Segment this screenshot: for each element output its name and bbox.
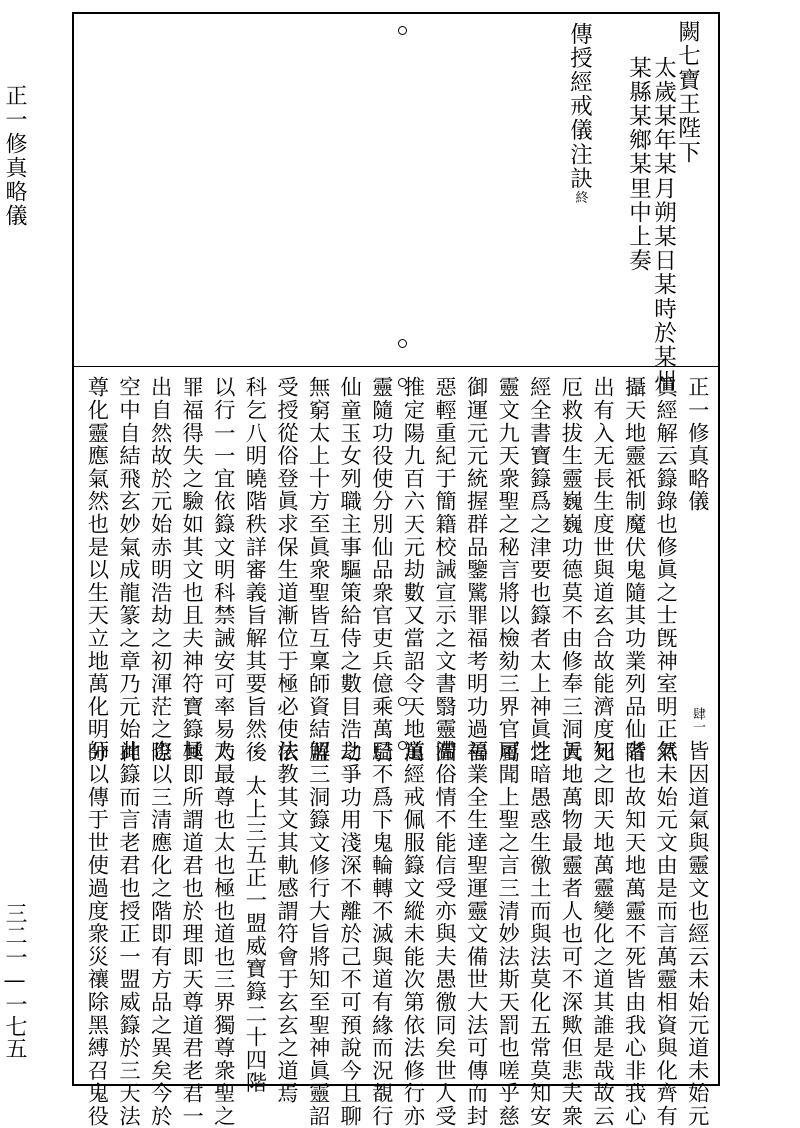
top-column-4 [568,22,591,205]
text-block-lower-column: 已不爲下鬼輪轉不滅與道有緣而況覩行 [368,740,394,1128]
left-block-column: 靈隨功役使分別仙品衆官吏兵億乘萬騎 [368,376,394,764]
left-block-column: 眞經解云籙錄也修眞之士旣神室明正然 [652,376,678,764]
text-block-lower-column: 太最尊也太也極也道也三界獨尊衆聖之 [210,740,236,1128]
left-block-column: 正一修真略儀 [684,376,710,513]
text-block-lower-column: 知之即天地萬靈變化之道其誰是哉故云 [589,740,615,1128]
text-block-lower-column: 滯俗情不能信受亦與夫愚徼同矣世人受 [431,740,457,1128]
text-block-lower-column: 解三洞籙文修行大旨將知至聖神眞靈詔 [305,740,331,1128]
left-block-column: 仙童玉女列職主事驅策給侍之數目浩劫 [336,376,362,764]
text-block-lower-column: 性暗愚惑生徼土而與法莫化五常莫知安 [526,740,552,1128]
text-block-lower-column: 此籙而言老君也授正一盟威籙於三天法 [115,740,141,1128]
left-block-column: 罪福得失之驗如其文也且夫神符寶籙其 [178,376,204,764]
top-column-2: 太歲某年某月朔某日某時於某州 [650,56,677,394]
left-block-column: 受授從俗登眞求保生道漸位于極必使依 [273,376,299,764]
text-block-lower-column: 師以傳于世使過度衆災禳除黑縛召鬼役 [83,740,109,1128]
left-block-column: 科乞八明曉階秩詳審義旨解其要旨然後 [241,376,267,764]
left-block-column: 尊化靈應氣然也是以生天立地萬化明分 [83,376,109,764]
text-block-lower-column: 氣未始元文由是而言萬靈相資與化齊有 [652,740,678,1128]
running-title: 正一修真略儀 [2,84,27,228]
text-block-lower-column: 者也故知天地萬靈不死皆由我心非我心 [621,740,647,1128]
left-block-column: 空中自結飛玄妙氣成龍篆之章乃元始神 [115,376,141,764]
top-column-1: 闕七寶王陛下 [674,20,701,165]
top-column-4-text: 傳授經戒儀注訣 [566,22,593,191]
text-block-lower-column: 太上三五正一盟威寶籙二十四階 [241,775,267,1095]
left-block-column: 經全書寶籙爲之津要也籙者太上神眞之 [526,376,552,764]
left-block-column: 無窮太上十方至眞衆聖皆互稟師資結盟 [305,376,331,764]
page-number: 三二一—一七五 [2,902,27,1059]
text-block-lower-column: 道經戒佩服籙文縱未能次第依法修行亦 [399,740,425,1128]
left-block-column: 靈文九天衆聖之秘言將以檢劾三界官屬 [494,376,520,764]
ring-mark [398,26,407,35]
text-block-lower-column: 也以三清應化之階即有方品之異矣今於 [147,740,173,1128]
top-column-3: 某縣某鄉某里中上奏 [625,56,652,273]
ring-mark [398,339,407,348]
left-block-column: 御運元元統握群品鑒騭罪福考明功過善 [463,376,489,764]
text-block-lower-column: 極即所謂道君也於理即天尊道君老君一 [178,740,204,1128]
left-block-column: 推定陽九百六天元劫數又當詔令天地萬 [399,376,425,764]
text-block-lower-column: 天地萬物最靈者人也可不深歟但悲夫衆 [557,740,583,1128]
text-block-lower-column: 之爭功用淺深不離於己不可預說今且聊 [336,740,362,1128]
text-block-lower-column: 福業全生達聖運靈文備世大法可傳而封 [463,740,489,1128]
left-block-column: 厄救拔生靈巍巍功德莫不由修奉三洞眞 [557,376,583,764]
left-block-column: 出有入无長生度世與道玄合故能濟度死 [589,376,615,764]
left-block-column: 出自然故於元始赤明浩劫之初渾茫之際 [147,376,173,764]
fold-mark: 肆一 [690,707,705,733]
text-block-lower-column: 皆因道氣與靈文也經云未始元道未始元 [684,740,710,1128]
left-block-column: 攝天地靈祇制魔伏鬼隨其功業列品仙階 [621,376,647,764]
left-block-column: 惡輕重紀于簡籍校誡宣示之文書翳靈圖 [431,376,457,764]
text-block-lower-column: 法教其文其軌感謂符會于玄玄之道焉 [273,740,299,1105]
text-block-lower-column: 可聞上聖之言三清妙法斯天罰也嗟乎慈 [494,740,520,1128]
block-divider [72,366,720,367]
end-mark: 終 [572,190,588,205]
left-block-column: 以行一一宜依籙文明科禁誡安可率易乃 [210,376,236,764]
